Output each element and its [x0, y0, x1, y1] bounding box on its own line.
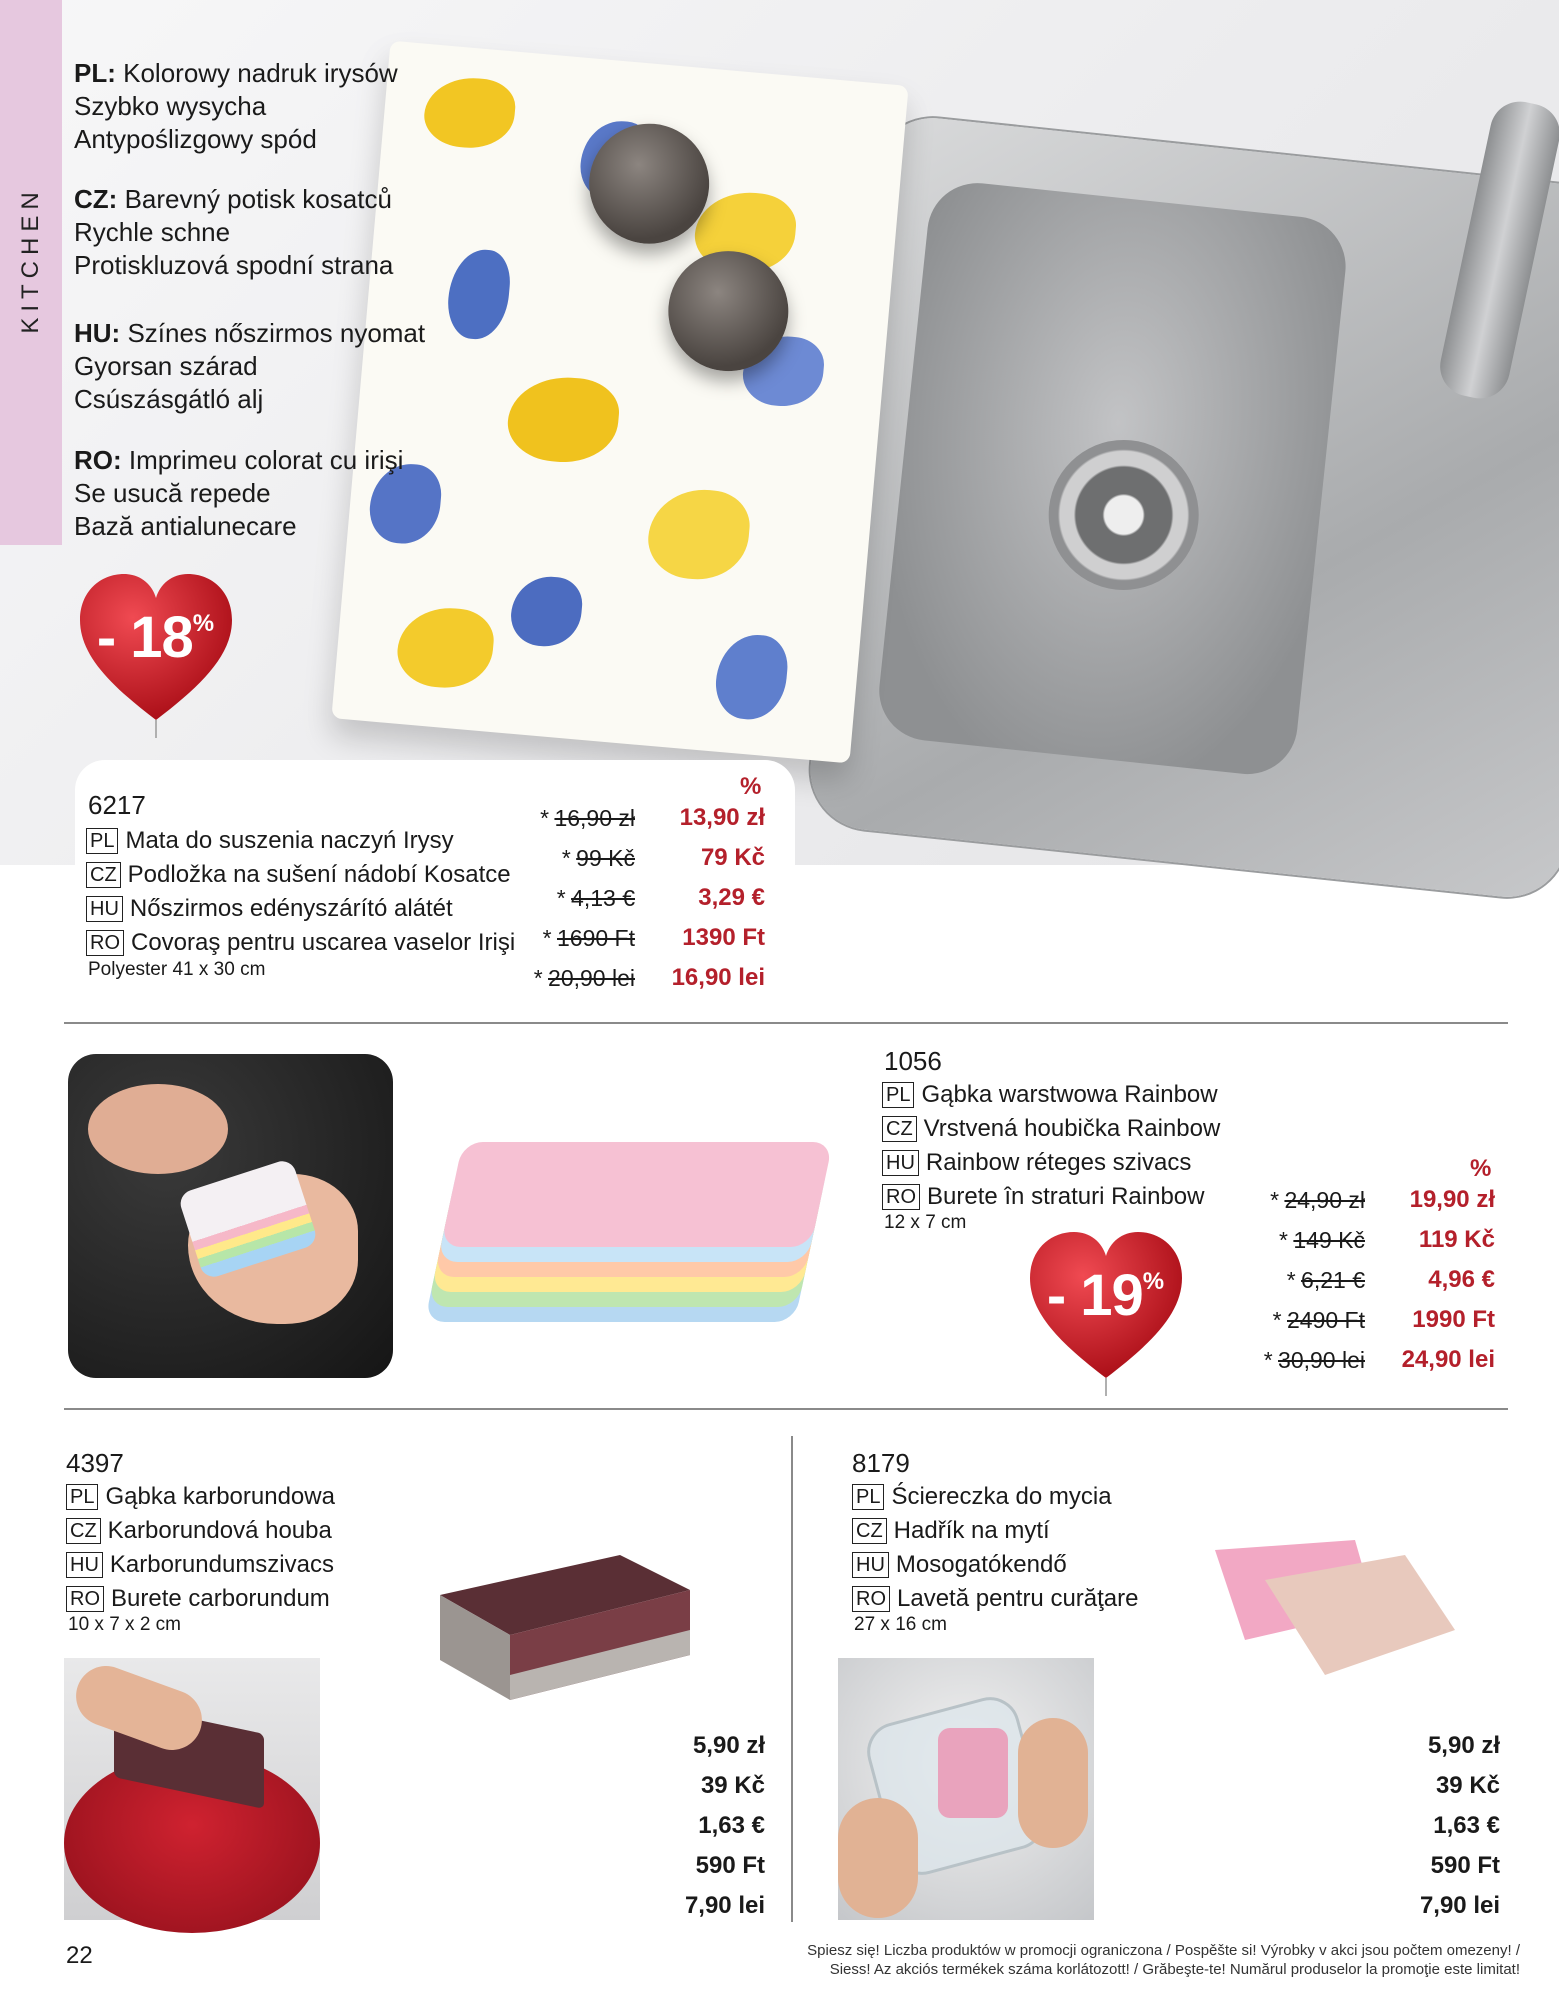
product-dimensions: Polyester 41 x 30 cm: [88, 959, 266, 980]
discount-badge-6217: - 18%: [80, 570, 240, 720]
sponge-on-pan-photo: [64, 1658, 320, 1920]
lang-prefix: HU:: [74, 318, 121, 348]
product-code: 1056: [884, 1046, 942, 1076]
old-prices-6217: * 16,90 zł * 99 Kč * 4,13 € * 1690 Ft * 20,90 lei: [532, 805, 635, 991]
divider: [791, 1436, 793, 1922]
carborundum-sponge-image: [430, 1535, 700, 1705]
product-1056-names: PL Gąbka warstwowa Rainbow CZ Vrstvená houbička Rainbow HU Rainbow réteges szivacs RO Burete în straturi Rainbow: [882, 1078, 1220, 1214]
lang-prefix: PL:: [74, 58, 116, 88]
product-code: 6217: [88, 790, 146, 820]
percent-label: %: [1470, 1155, 1492, 1182]
product-dimensions: 27 x 16 cm: [854, 1614, 947, 1635]
cleaning-cloth-image: [1205, 1530, 1465, 1690]
sponge-in-hands-photo: [68, 1054, 393, 1378]
washing-glass-photo: [838, 1658, 1094, 1920]
features-ro: RO: Imprimeu colorat cu irişi Se usucă repede Bază antialunecare: [74, 445, 404, 541]
lang-prefix: CZ:: [74, 184, 118, 214]
product-dimensions: 12 x 7 cm: [884, 1212, 967, 1233]
discount-badge-1056: - 19%: [1030, 1228, 1190, 1378]
footer-disclaimer: Spiesz się! Liczba produktów w promocji ograniczona / Pospěšte si! Výrobky v akci jsou počtem omezeny! / Siess! Az akciós termékek száma korlátozott! / Grăbeşte-te! Numărul produselor la promoţie este limitat!: [807, 1942, 1520, 1978]
prices-4397: 5,90 zł 39 Kč 1,63 € 590 Ft 7,90 lei: [684, 1732, 765, 1919]
lang-prefix: RO:: [74, 445, 122, 475]
kitchen-sink-image: [805, 112, 1559, 903]
product-4397-names: PL Gąbka karborundowa CZ Karborundová houba HU Karborundumszivacs RO Burete carborundum: [66, 1480, 335, 1616]
product-code: 4397: [66, 1448, 124, 1478]
divider: [64, 1408, 1508, 1410]
product-dimensions: 10 x 7 x 2 cm: [68, 1614, 181, 1635]
new-prices-1056: 19,90 zł 119 Kč 4,96 € 1990 Ft 24,90 lei: [1401, 1186, 1495, 1373]
product-8179-names: PL Ściereczka do mycia CZ Hadřík na mytí HU Mosogatókendő RO Lavetă pentru curăţare: [852, 1480, 1139, 1616]
percent-label: %: [740, 773, 762, 800]
features-pl: PL: Kolorowy nadruk irysów Szybko wysycha Antypoślizgowy spód: [74, 58, 398, 154]
product-6217-names: PL Mata do suszenia naczyń Irysy CZ Podložka na sušení nádobí Kosatce HU Nőszirmos edényszárító alátét RO Covoraş pentru uscarea vaselor Irişi: [86, 824, 515, 960]
section-tab-label: KITCHEN: [17, 186, 44, 334]
new-prices-6217: 13,90 zł 79 Kč 3,29 € 1390 Ft 16,90 lei: [671, 804, 765, 991]
features-cz: CZ: Barevný potisk kosatců Rychle schne Protiskluzová spodní strana: [74, 184, 394, 280]
rainbow-sponge-image: [425, 1132, 835, 1342]
page-number: 22: [66, 1942, 93, 1969]
prices-8179: 5,90 zł 39 Kč 1,63 € 590 Ft 7,90 lei: [1419, 1732, 1500, 1919]
old-prices-1056: * 24,90 zł * 149 Kč * 6,21 € * 2490 Ft * 30,90 lei: [1262, 1187, 1365, 1373]
divider: [64, 1022, 1508, 1024]
product-code: 8179: [852, 1448, 910, 1478]
features-hu: HU: Színes nőszirmos nyomat Gyorsan szárad Csúszásgátló alj: [74, 318, 426, 414]
